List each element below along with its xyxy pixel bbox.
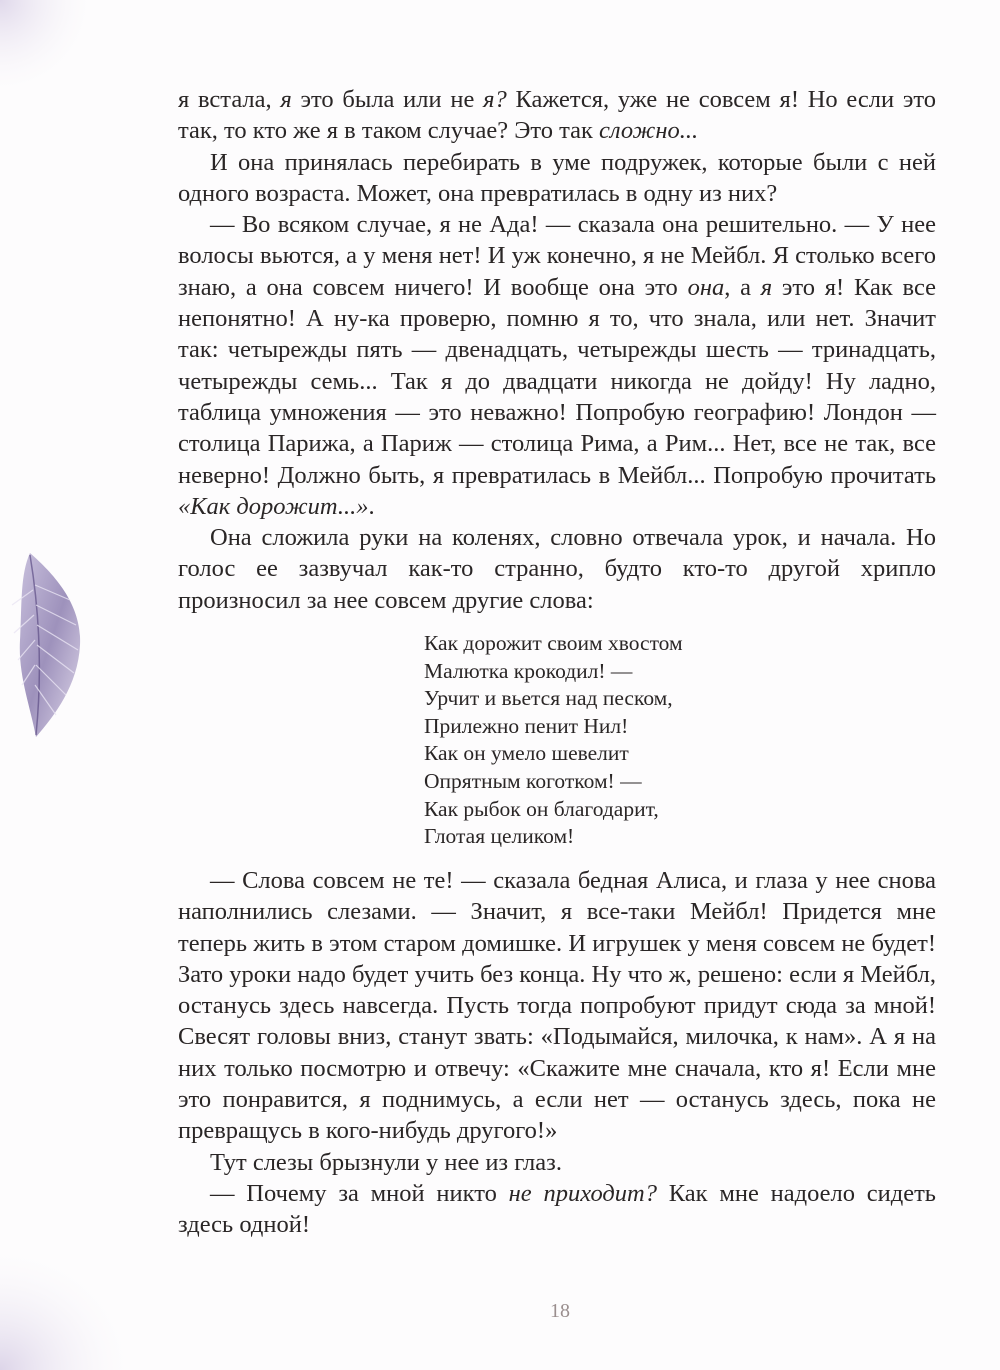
paragraph	[178, 209, 936, 522]
poem-line: Опрятным коготком! —	[424, 768, 642, 793]
italic-text: «Как дорожит...»	[178, 492, 369, 520]
body-text-top	[178, 84, 936, 616]
bottom-watercolor-decoration	[0, 1250, 130, 1370]
poem-stanza	[424, 630, 844, 851]
body-text-bottom	[178, 865, 936, 1241]
text-run: — Почему за мной никто	[210, 1179, 509, 1207]
italic-text: я	[280, 86, 292, 113]
text-run: я встала,	[178, 86, 281, 113]
paragraph	[178, 1147, 936, 1178]
paragraph	[178, 865, 936, 1147]
italic-text: она	[687, 273, 725, 301]
paragraph	[178, 1178, 936, 1241]
corner-watercolor-decoration	[0, 0, 90, 90]
poem-line: Малютка крокодил! —	[424, 658, 633, 683]
poem-line: Как рыбок он благодарит,	[424, 796, 659, 821]
italic-text: я	[760, 273, 773, 301]
text-run: .	[368, 492, 375, 520]
paragraph	[178, 522, 936, 616]
poem-line: Урчит и вьется над песком,	[424, 686, 673, 711]
text-run: Как мне надоело сидеть здесь одной!	[178, 1179, 936, 1239]
text-run: — Слова совсем не те! — сказала бедная Алиса, и глаза у нее снова наполнились слезами. — Значит, я все-таки Мейбл! Придется мне теперь жить в этом старом домишке. И игрушек у меня совсем не будет! Зато уроки надо будет учить без конца. Ну что ж, решено: если я Мейбл, останусь здесь навсегда. Пусть тогда попробуют придут сюда за мной! Свесят головы вниз, станут звать: «Подымайся, милочка, к нам». А я на них только посмотрю и отвечу: «Скажите мне сначала, кто я! Если мне это понравится, я поднимусь, а если нет — останусь здесь, пока не превращусь в кого-нибудь другого!»	[178, 867, 936, 1145]
italic-text: не приходит?	[508, 1179, 657, 1207]
italic-text: сложно...	[599, 117, 699, 145]
text-run: И она принялась перебирать в уме подружек, которые были с ней одного возраста. Может, она превратилась в одну из них?	[178, 148, 936, 207]
text-run: это была или не	[291, 86, 484, 113]
page-number: 18	[550, 1300, 570, 1322]
poem-line: Прилежно пенит Нил!	[424, 713, 629, 738]
text-run: это я! Как все непонятно! А ну-ка проверю, помню я то, что знала, или нет. Значит так: четырежды пять — двенадцать, четырежды шесть — тринадцать, четырежды семь... Так я до двадцати никогда не дойду! Ну ладно, таблица умножения — это неважно! Попробую географию! Лондон — столица Парижа, а Париж — столица Рима, а Рим... Нет, все не так, все неверно! Должно быть, я превратилась в Мейбл... Попробую прочитать	[178, 273, 936, 489]
text-run: Она сложила руки на коленях, словно отвечала урок, и начала. Но голос ее зазвучал как-то странно, будто кто-то другой хрипло произносил за нее совсем другие слова:	[178, 524, 936, 614]
text-run: Кажется, уже не совсем я! Но если это так, то кто же я в таком случае? Это так	[178, 86, 936, 145]
text-run: — Во всяком случае, я не Ада! — сказала она решительно. — У нее волосы вьются, а у меня нет! И уж конечно, я не Мейбл. Я столько всего знаю, а она совсем ничего! И вообще она это	[178, 211, 936, 301]
paragraph	[178, 84, 936, 147]
text-run: Тут слезы брызнули у нее из глаз.	[210, 1148, 562, 1176]
italic-text: я?	[483, 86, 507, 113]
poem-line: Как он умело шевелит	[424, 741, 629, 766]
poem-line: Глотая целиком!	[424, 824, 575, 849]
poem-line: Как дорожит своим хвостом	[424, 631, 683, 655]
text-run: , а	[724, 273, 761, 301]
feather-illustration	[0, 545, 95, 745]
paragraph	[178, 147, 936, 210]
